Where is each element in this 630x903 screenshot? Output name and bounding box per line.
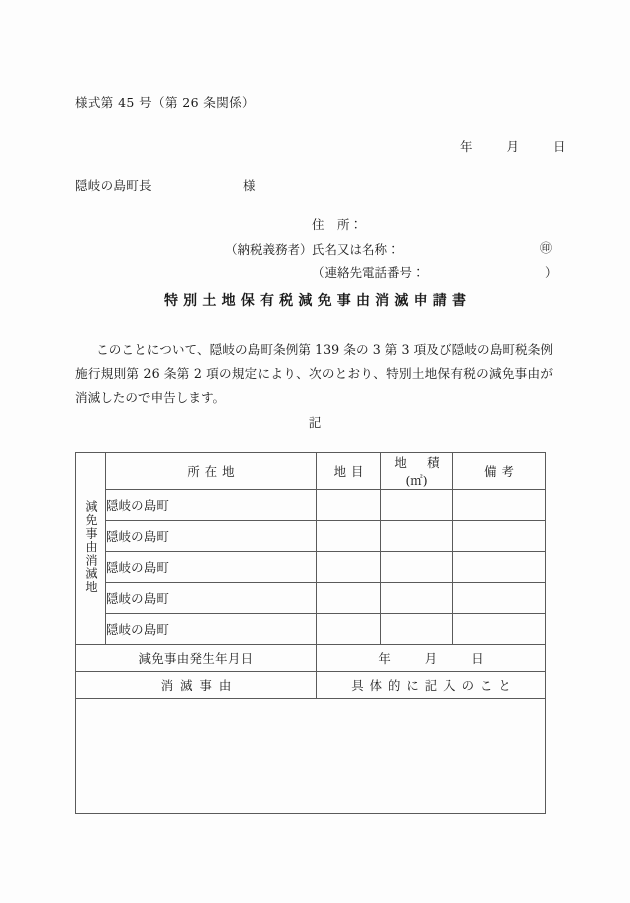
cell-remarks[interactable] bbox=[453, 521, 546, 552]
body-text: このことについて、隠岐の島町条例第 139 条の 3 第 3 項及び隠岐の島町税条例施行規則第 26 条第 2 項の規定により、次のとおり、特別土地保有税の減免事由が消滅したので申告します。 bbox=[75, 342, 553, 405]
table-row bbox=[76, 552, 546, 583]
occurrence-month-label: 月 bbox=[424, 651, 438, 666]
occurrence-date-value[interactable] bbox=[317, 645, 546, 672]
cell-area[interactable] bbox=[381, 521, 453, 552]
cell-area[interactable] bbox=[381, 490, 453, 521]
table-row bbox=[76, 521, 546, 552]
cell-remarks[interactable] bbox=[453, 614, 546, 645]
cell-remarks[interactable] bbox=[453, 583, 546, 614]
cell-location[interactable]: 隠岐の島町 bbox=[106, 521, 317, 552]
cell-location[interactable]: 隠岐の島町 bbox=[106, 583, 317, 614]
cell-area[interactable] bbox=[381, 552, 453, 583]
date-month-label: 月 bbox=[506, 139, 519, 154]
cell-land-category[interactable] bbox=[317, 552, 381, 583]
ki-marker: 記 bbox=[308, 415, 322, 430]
occurrence-date-label: 減免事由発生年月日 bbox=[76, 645, 317, 672]
land-table bbox=[75, 452, 546, 814]
date-line bbox=[460, 137, 565, 155]
reason-row bbox=[76, 672, 546, 699]
table-row bbox=[76, 490, 546, 521]
cell-land-category[interactable] bbox=[317, 614, 381, 645]
applicant-tel-label: （連絡先電話番号： bbox=[312, 265, 425, 280]
header-area-unit: (㎡) bbox=[405, 473, 428, 488]
row-group-label: 減免事由消滅地 bbox=[83, 500, 98, 594]
cell-land-category[interactable] bbox=[317, 490, 381, 521]
applicant-address-label: 住 所： bbox=[312, 217, 363, 232]
addressee-honorific: 様 bbox=[243, 178, 256, 193]
cell-remarks[interactable] bbox=[453, 490, 546, 521]
date-year-label: 年 bbox=[460, 139, 473, 154]
table-row bbox=[76, 583, 546, 614]
occurrence-date-row bbox=[76, 645, 546, 672]
applicant-name-label: 氏名又は名称： bbox=[312, 242, 400, 257]
occurrence-day-label: 日 bbox=[471, 651, 484, 666]
row-group-label-cell bbox=[76, 453, 106, 645]
table-header-row bbox=[76, 453, 546, 490]
cell-land-category[interactable] bbox=[317, 521, 381, 552]
reason-entry-box[interactable] bbox=[76, 699, 546, 814]
page-title: 特別土地保有税減免事由消滅申請書 bbox=[163, 293, 472, 309]
cell-location[interactable]: 隠岐の島町 bbox=[106, 614, 317, 645]
header-land-category: 地目 bbox=[317, 453, 381, 490]
reason-hint: 具体的に記入のこと bbox=[317, 672, 546, 699]
cell-location[interactable]: 隠岐の島町 bbox=[106, 552, 317, 583]
table-row bbox=[76, 614, 546, 645]
taxpayer-label: （納税義務者） bbox=[225, 242, 313, 257]
header-area-main: 地 積 bbox=[394, 455, 444, 470]
header-area bbox=[381, 453, 453, 490]
cell-remarks[interactable] bbox=[453, 552, 546, 583]
form-number: 様式第 45 号（第 26 条関係） bbox=[75, 95, 255, 110]
cell-area[interactable] bbox=[381, 614, 453, 645]
cell-location[interactable]: 隠岐の島町 bbox=[106, 490, 317, 521]
applicant-tel-close-paren: ） bbox=[545, 265, 558, 280]
reason-entry-row bbox=[76, 699, 546, 814]
seal-icon: ㊞ bbox=[540, 241, 553, 255]
cell-land-category[interactable] bbox=[317, 583, 381, 614]
occurrence-year-label: 年 bbox=[378, 651, 391, 666]
reason-label: 消滅事由 bbox=[76, 672, 317, 699]
header-remarks: 備考 bbox=[453, 453, 546, 490]
body-paragraph bbox=[75, 338, 553, 410]
header-location: 所在地 bbox=[106, 453, 317, 490]
addressee-name: 隠岐の島町長 bbox=[75, 178, 152, 193]
date-day-label: 日 bbox=[552, 139, 566, 154]
cell-area[interactable] bbox=[381, 583, 453, 614]
